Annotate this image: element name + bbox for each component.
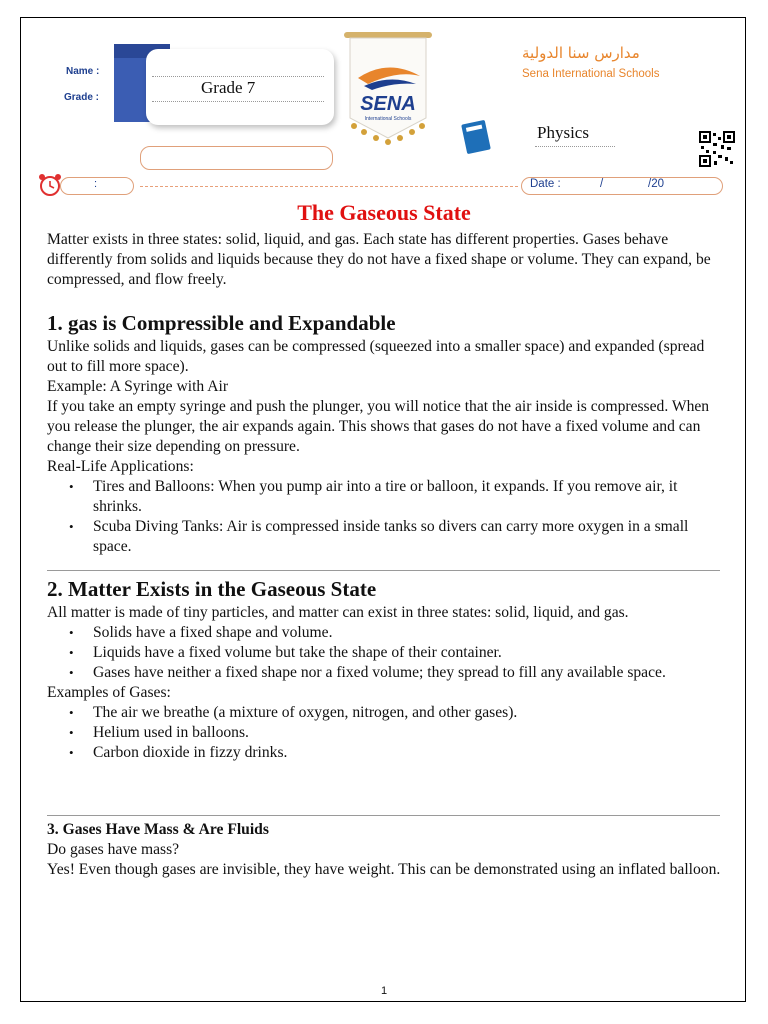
section-divider <box>47 815 720 816</box>
section-1-syringe-paragraph: If you take an empty syringe and push the plunger, you will notice that the air inside is compressed. When you release the plunger, the air expands again. This shows that gases do not have a fixed volume and can change their size depending on pressure. <box>47 398 710 455</box>
logo-text: SENA <box>360 93 416 115</box>
sena-logo <box>338 28 438 168</box>
section-divider <box>47 570 720 571</box>
list-item: • Liquids have a fixed volume but take the shape of their container. <box>47 643 723 663</box>
examples-label: Examples of Gases: <box>47 684 171 701</box>
subject-field <box>535 146 615 147</box>
section-3-question: Do gases have mass? <box>47 841 180 858</box>
list-item: • Gases have neither a fixed shape nor a fixed volume; they spread to fill any available space. <box>47 663 723 683</box>
section-3 <box>47 820 723 880</box>
school-name-arabic: مدارس سنا الدولية <box>522 44 640 62</box>
section-1 <box>47 309 723 557</box>
section-3-answer: Yes! Even though gases are invisible, they have weight. This can be demonstrated using an inflated balloon. <box>47 861 721 878</box>
school-name-english: Sena International Schools <box>522 68 660 80</box>
subject-value: Physics <box>537 123 589 142</box>
date-label: Date : <box>530 178 561 190</box>
logo-subtext: International Schools <box>364 116 412 122</box>
examples-list <box>47 703 723 763</box>
date-slash: / <box>600 178 604 190</box>
page-number: 1 <box>380 985 388 997</box>
book-icon <box>458 118 498 158</box>
document-title: The Gaseous State <box>297 200 471 225</box>
header-divider <box>140 186 518 187</box>
small-field-colon: : <box>94 178 98 190</box>
section-1-applications-label: Real-Life Applications: <box>47 458 194 475</box>
section-2-heading: 2. Matter Exists in the Gaseous State <box>47 577 377 601</box>
intro-paragraph: Matter exists in three states: solid, liquid, and gas. Each state has different properties. Gases behave differently from solids and liquids because they do not have a fixed shape or volume. They can expand, be compressed, and flow freely. <box>47 231 711 288</box>
list-item: • Carbon dioxide in fizzy drinks. <box>47 743 723 763</box>
intro-block <box>47 230 723 290</box>
section-2 <box>47 575 723 763</box>
grade-field[interactable] <box>152 101 324 102</box>
name-label: Name : <box>66 66 100 77</box>
applications-list <box>47 477 723 557</box>
section-1-example-label: Example: A Syringe with Air <box>47 378 229 395</box>
list-item: • Solids have a fixed shape and volume. <box>47 623 723 643</box>
date-year: /20 <box>648 178 664 190</box>
section-3-heading: 3. Gases Have Mass & Are Fluids <box>47 821 269 838</box>
list-item: • The air we breathe (a mixture of oxygen, nitrogen, and other gases). <box>47 703 723 723</box>
states-list <box>47 623 723 683</box>
grade-label: Grade : <box>64 92 100 103</box>
qr-code-icon <box>699 131 735 167</box>
section-1-paragraph: Unlike solids and liquids, gases can be compressed (squeezed into a smaller space) and expanded (spread out to fill more space). <box>47 338 705 375</box>
list-item: • Tires and Balloons: When you pump air into a tire or balloon, it expands. If you remove air, it shrinks. <box>47 477 723 517</box>
name-field[interactable] <box>152 76 324 77</box>
blank-field[interactable] <box>140 146 333 170</box>
grade-value: Grade 7 <box>201 78 256 97</box>
section-2-paragraph: All matter is made of tiny particles, and matter can exist in three states: solid, liquid, and gas. <box>47 604 629 621</box>
list-item: • Helium used in balloons. <box>47 723 723 743</box>
section-1-heading: 1. gas is Compressible and Expandable <box>47 311 396 335</box>
list-item: • Scuba Diving Tanks: Air is compressed inside tanks so divers can carry more oxygen in a small space. <box>47 517 723 557</box>
